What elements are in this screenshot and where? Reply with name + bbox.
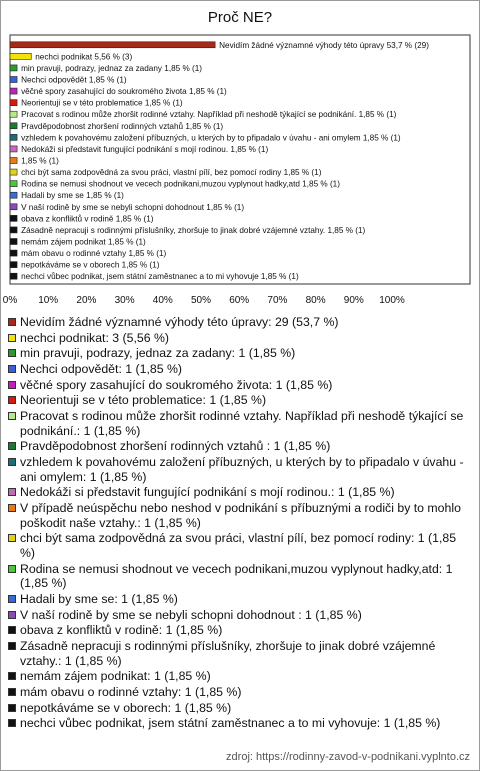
bar-label: vzhledem k povahovému založení příbuzných, u kterých by to připadalo v úvahu - ani omylem 1,85 % (1) [21, 133, 401, 143]
bar-label: nechci vůbec podnikat, jsem státní zaměstnanec a to mi vyhovuje 1,85 % (1) [21, 272, 299, 282]
legend-item [6, 716, 472, 731]
bar [10, 273, 17, 279]
legend-item [6, 315, 472, 330]
x-tick-label: 50% [190, 295, 212, 306]
bar [10, 169, 17, 175]
bar-label: nechci podnikat 5,56 % (3) [35, 52, 133, 62]
legend-item [6, 409, 472, 438]
legend-swatch [8, 611, 16, 619]
legend-swatch [8, 442, 16, 450]
bar [10, 215, 17, 221]
legend-item [6, 562, 472, 591]
legend-item [6, 623, 472, 638]
bar [10, 42, 215, 48]
legend-item [6, 485, 472, 500]
legend-label: Pravděpodobnost zhoršení rodinných vztahů : 1 (1,85 %) [20, 439, 331, 454]
legend-item [6, 531, 472, 560]
legend-item [6, 669, 472, 684]
legend-item [6, 701, 472, 716]
legend-label: chci být sama zodpovědná za svou práci, vlastní pílí, bez pomocí rodiny: 1 (1,85 %) [20, 531, 457, 560]
legend-label: V případě neúspěchu nebo neshod v podnikání s příbuznými a rodiči by to mohlo poškodit naše vztahy.: 1 (1,85 %) [20, 501, 461, 530]
bar-label: nepotkáváme se v oborech 1,85 % (1) [21, 260, 160, 270]
bar [10, 88, 17, 94]
legend-swatch [8, 458, 16, 466]
bar-label: chci být sama zodpovědná za svou práci, vlastní pílí, bez pomocí rodiny 1,85 % (1) [21, 168, 322, 178]
legend-item [6, 331, 472, 346]
legend-label: Neorientuji se v této problematice: 1 (1,85 %) [20, 393, 267, 408]
bar [10, 111, 17, 117]
bar [10, 146, 17, 152]
x-tick-label: 100% [379, 295, 405, 306]
legend-label: obava z konfliktů v rodině: 1 (1,85 %) [20, 623, 223, 638]
bar [10, 204, 17, 210]
legend-swatch [8, 642, 16, 650]
source-note: zdroj: https://rodinny-zavod-v-podnikani.vyplnto.cz [226, 751, 470, 763]
legend-label: Nevidím žádné významné výhody této úpravy: 29 (53,7 %) [20, 315, 339, 329]
legend-label: V naší rodině by sme se nebyli schopni dohodnout : 1 (1,85 %) [20, 607, 362, 622]
chart-legend [6, 315, 472, 732]
x-tick-label: 40% [152, 295, 173, 306]
legend-swatch [8, 349, 16, 357]
bar [10, 192, 17, 198]
bar-label: obava z konfliktů v rodině 1,85 % (1) [21, 214, 154, 224]
legend-item [6, 362, 472, 377]
bar-label: Pravděpodobnost zhoršení rodinných vztahů 1,85 % (1) [21, 121, 224, 131]
x-tick-label: 30% [114, 295, 135, 306]
legend-label: Rodina se nemusi shodnout ve vecech podnikani,muzou vyplynout hadky,atd: 1 (1,85 %) [20, 561, 453, 591]
legend-swatch [8, 365, 16, 373]
bar-label: min pravuji, podrazy, jednaz za zadany 1,85 % (1) [21, 63, 203, 73]
bar-label: Hadali by sme se 1,85 % (1) [21, 191, 124, 201]
legend-swatch [8, 412, 16, 420]
legend-label: Hadali by sme se: 1 (1,85 %) [20, 591, 178, 606]
bar [10, 158, 17, 164]
x-tick-label: 90% [343, 295, 364, 306]
legend-label: vzhledem k povahovému založení příbuzných, u kterých by to připadalo v úvahu - ani omylem: 1 (1,85 %) [20, 455, 464, 484]
legend-label: nepotkáváme se v oborech: 1 (1,85 %) [20, 700, 232, 715]
bar [10, 134, 17, 140]
legend-item [6, 439, 472, 454]
legend-swatch [8, 488, 16, 496]
chart-title: Proč NE? [207, 9, 273, 26]
legend-swatch [8, 688, 16, 696]
legend-item [6, 378, 472, 393]
x-tick-label: 0% [2, 295, 18, 306]
legend-item [6, 592, 472, 607]
bar [10, 239, 17, 245]
bar [10, 100, 17, 106]
legend-label: min pravuji, podrazy, jednaz za zadany: 1 (1,85 %) [20, 346, 296, 361]
x-tick-label: 20% [76, 295, 97, 306]
legend-swatch [8, 672, 16, 680]
bar-label: Nedokáži si představit fungující podnikání s mojí rodinou. 1,85 % (1) [21, 144, 269, 154]
x-tick-label: 60% [229, 295, 250, 306]
legend-label: Nedokáži si představit fungující podnikání s mojí rodinou.: 1 (1,85 %) [20, 485, 395, 500]
legend-label: nemám zájem podnikat: 1 (1,85 %) [20, 669, 211, 684]
legend-swatch [8, 595, 16, 603]
legend-swatch [8, 396, 16, 404]
bar-label: Nevidím žádné významné výhody této úpravy 53,7 % (29) [219, 40, 429, 50]
legend-swatch [8, 334, 16, 342]
legend-swatch [8, 381, 16, 389]
x-tick-label: 10% [38, 295, 59, 306]
legend-label: Nechci odpovědět: 1 (1,85 %) [20, 362, 183, 377]
legend-item [6, 455, 472, 484]
bar-label: nemám zájem podnikat 1,85 % (1) [21, 237, 146, 247]
legend-label: mám obavu o rodinné vztahy: 1 (1,85 %) [20, 684, 242, 699]
legend-label: Zásadně nepracuji s rodinnými příslušníky, zhoršuje to jinak dobré vzájemné vztahy.: 1 (1,85 %) [20, 638, 436, 668]
bar [10, 65, 17, 71]
bar-label: Nechci odpovědět 1,85 % (1) [21, 75, 127, 85]
bar-label: Neorientuji se v této problematice 1,85 % (1) [21, 98, 183, 108]
bar [10, 262, 17, 268]
legend-swatch [8, 719, 16, 727]
legend-item [6, 393, 472, 408]
bar-label: Pracovat s rodinou může zhoršit rodinné vztahy. Například při neshodě týkající se podnikání. 1,85 % (1) [21, 110, 397, 120]
legend-item [6, 685, 472, 700]
legend-swatch [8, 504, 16, 512]
legend-swatch [8, 565, 16, 573]
legend-item [6, 608, 472, 623]
legend-item [6, 346, 472, 361]
bar-label: Rodina se nemusi shodnout ve vecech podnikani,muzou vyplynout hadky,atd 1,85 % (1) [21, 179, 340, 189]
legend-label: Pracovat s rodinou může zhoršit rodinné vztahy. Například při neshodě týkající se podnikání.: 1 (1,85 %) [20, 409, 464, 438]
x-tick-label: 80% [305, 295, 326, 306]
legend-swatch [8, 534, 16, 542]
bar [10, 250, 17, 256]
x-tick-label: 70% [267, 295, 288, 306]
bar [10, 123, 17, 129]
legend-swatch [8, 318, 16, 326]
bar-label: V naší rodině by sme se nebyli schopni dohodnout 1,85 % (1) [21, 202, 245, 212]
bar-label: 1,85 % (1) [21, 156, 59, 166]
bar-label: věčné spory zasahující do soukromého života 1,85 % (1) [21, 87, 227, 97]
legend-swatch [8, 704, 16, 712]
bar [10, 181, 17, 187]
legend-label: věčné spory zasahující do soukromého života: 1 (1,85 %) [20, 377, 333, 392]
bar-label: Zásadně nepracuji s rodinnými příslušníky, zhoršuje to jinak dobré vzájemné vztahy. 1,85 % (1) [21, 225, 366, 235]
bar [10, 227, 17, 233]
bar-chart [0, 30, 480, 310]
legend-label: nechci vůbec podnikat, jsem státní zaměstnanec a to mi vyhovuje: 1 (1,85 %) [20, 716, 441, 731]
bar [10, 53, 31, 59]
legend-item [6, 639, 472, 668]
bar [10, 77, 17, 83]
legend-item [6, 501, 472, 530]
bar-label: mám obavu o rodinné vztahy 1,85 % (1) [21, 249, 167, 259]
legend-swatch [8, 626, 16, 634]
legend-label: nechci podnikat: 3 (5,56 %) [20, 330, 170, 345]
